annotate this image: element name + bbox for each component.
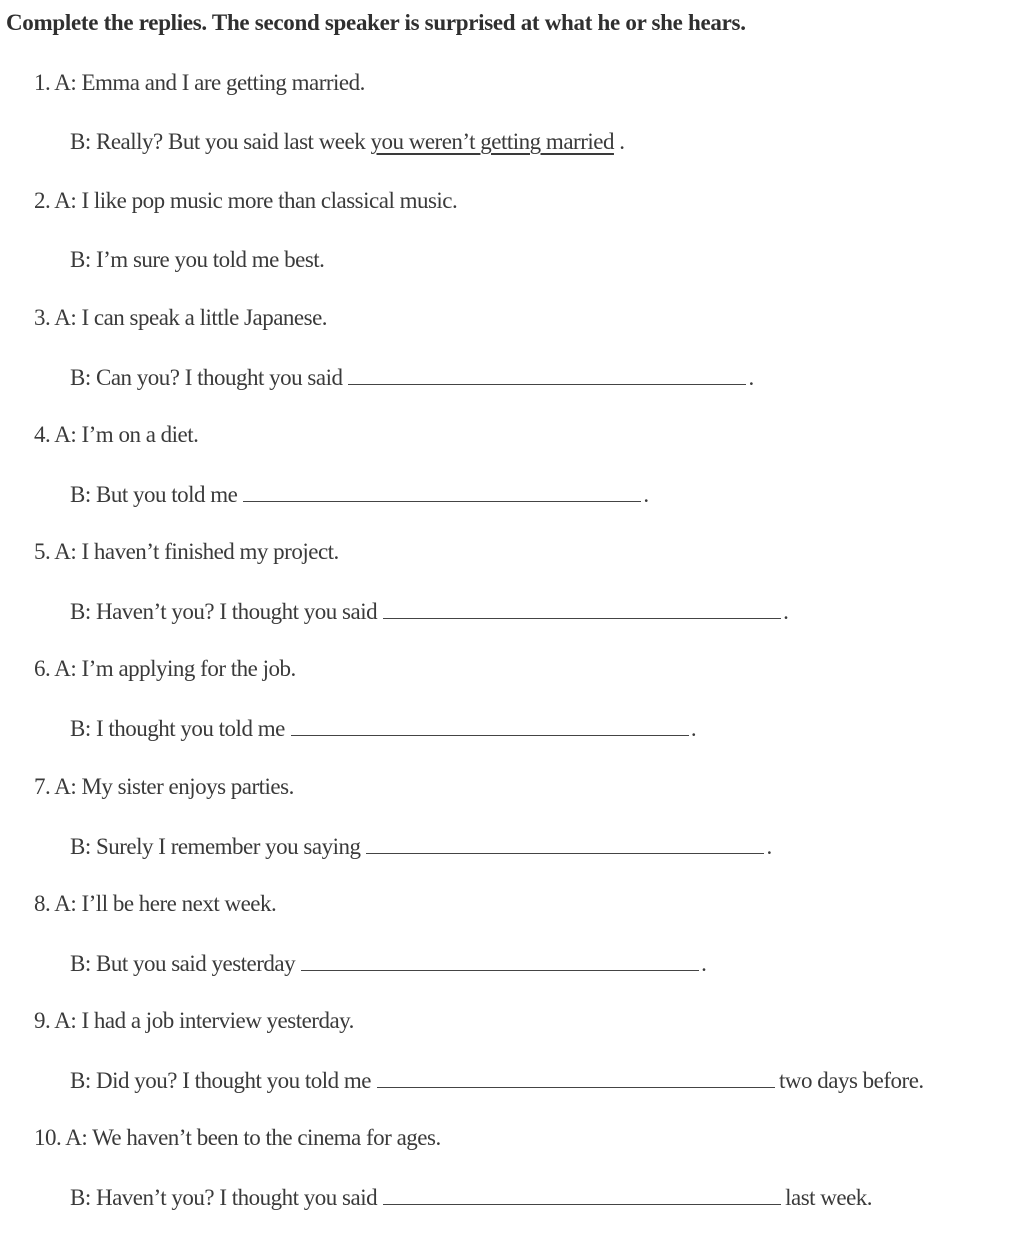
item-3-speaker-b xyxy=(70,364,754,391)
item-6-blank[interactable] xyxy=(291,715,689,736)
item-10-speaker-a: 10. A: We haven’t been to the cinema for ages. xyxy=(34,1125,441,1150)
item-9-speaker-b xyxy=(70,1067,924,1094)
item-3-speaker-a: 3. A: I can speak a little Japanese. xyxy=(34,305,328,330)
item-9-reply-end: two days before. xyxy=(779,1068,924,1093)
item-4-blank[interactable] xyxy=(243,481,641,502)
item-7-reply-start: B: Surely I remember you saying xyxy=(70,834,361,859)
item-4-speaker-b xyxy=(70,481,649,508)
item-4-reply-end: . xyxy=(643,482,649,507)
item-1-speaker-a: 1. A: Emma and I are getting married. xyxy=(34,70,365,95)
item-1-speaker-b xyxy=(70,129,624,155)
item-5-blank[interactable] xyxy=(383,598,781,619)
item-1-reply-start: B: Really? But you said last week xyxy=(70,129,371,154)
item-7-speaker-a: 7. A: My sister enjoys parties. xyxy=(34,774,294,799)
item-2-speaker-a: 2. A: I like pop music more than classical music. xyxy=(34,188,458,213)
item-3-blank[interactable] xyxy=(348,364,746,385)
item-1-answer: you weren’t getting married xyxy=(370,129,614,154)
item-9-speaker-a: 9. A: I had a job interview yesterday. xyxy=(34,1008,354,1033)
item-5-speaker-a: 5. A: I haven’t finished my project. xyxy=(34,539,339,564)
item-6-reply-end: . xyxy=(690,716,697,741)
item-4-speaker-a: 4. A: I’m on a diet. xyxy=(34,422,199,447)
item-5-reply-end: . xyxy=(783,599,789,624)
item-8-speaker-a: 8. A: I’ll be here next week. xyxy=(34,891,277,916)
item-6-reply-start: B: I thought you told me xyxy=(70,716,285,741)
item-2-reply: B: I’m sure you told me best. xyxy=(70,247,325,272)
item-6-speaker-b xyxy=(70,715,696,742)
item-10-reply-start: B: Haven’t you? I thought you said xyxy=(70,1185,378,1210)
item-3-reply-start: B: Can you? I thought you said xyxy=(70,365,343,390)
item-2-speaker-b xyxy=(70,247,324,273)
item-4-reply-start: B: But you told me xyxy=(70,482,238,507)
item-6-speaker-a: 6. A: I’m applying for the job. xyxy=(34,656,296,681)
item-9-reply-start: B: Did you? I thought you told me xyxy=(70,1068,372,1093)
item-7-reply-end: . xyxy=(766,834,772,859)
item-1-reply-end: . xyxy=(613,129,625,154)
item-7-blank[interactable] xyxy=(366,833,764,854)
item-10-blank[interactable] xyxy=(383,1184,781,1205)
item-9-blank[interactable] xyxy=(377,1067,775,1088)
item-10-reply-end: last week. xyxy=(785,1185,873,1210)
item-7-speaker-b xyxy=(70,833,772,860)
item-8-blank[interactable] xyxy=(301,950,699,971)
item-8-reply-end: . xyxy=(701,951,707,976)
item-8-speaker-b xyxy=(70,950,706,977)
item-5-reply-start: B: Haven’t you? I thought you said xyxy=(70,599,378,624)
item-3-reply-end: . xyxy=(748,365,754,390)
item-10-speaker-b xyxy=(70,1184,872,1211)
item-5-speaker-b xyxy=(70,598,788,625)
item-8-reply-start: B: But you said yesterday xyxy=(70,951,296,976)
exercise-instruction: Complete the replies. The second speaker is surprised at what he or she hears. xyxy=(6,10,746,35)
